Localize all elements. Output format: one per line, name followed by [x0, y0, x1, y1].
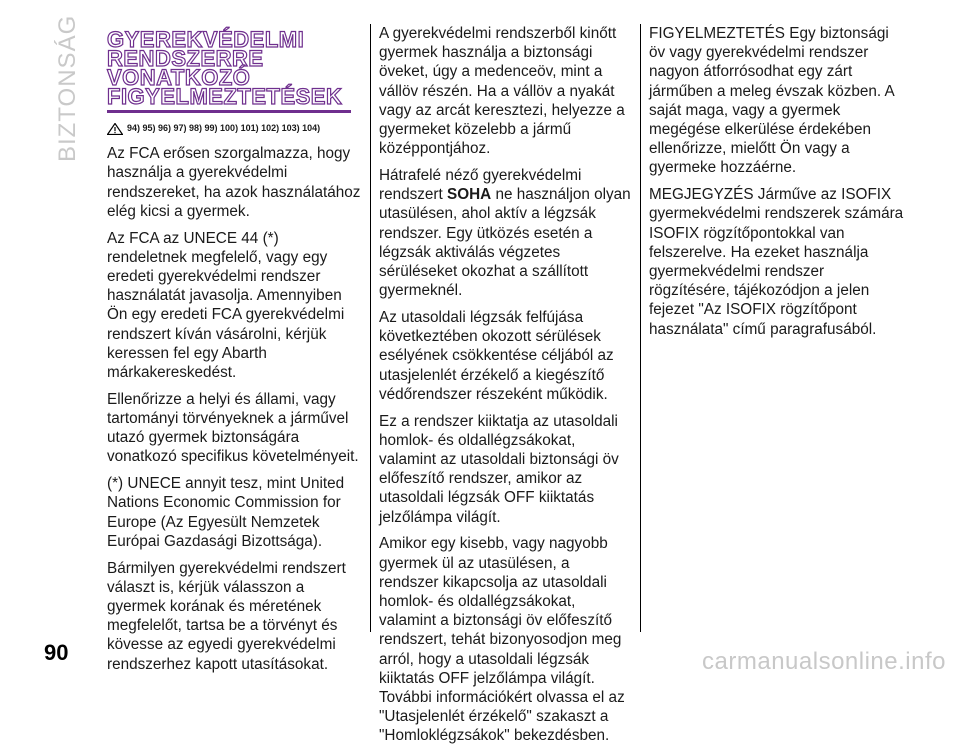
section-side-tab [50, 14, 81, 162]
heading-line-3: VONATKOZÓ [107, 65, 251, 90]
col2-p2-pre: Hátrafelé néző gyerekvédelmi rendszert [379, 167, 582, 204]
column-divider-2 [640, 24, 641, 632]
col1-paragraph-5: Bármilyen gyerekvédelmi rendszert választ is, kérjük válasszon a gyermek korának és méretének megfelelőt, tartsa be a törvényt és kövesse az egyedi gyerekvédelmi rendszerhez kapott utasításokat. [107, 559, 346, 673]
column-divider-1 [370, 24, 371, 632]
col1-paragraph-4: (*) UNECE annyit tesz, mint United Nations Economic Commission for Europe (Az Egyesült Nemzetek Európai Gazdasági Bizottsága). [107, 475, 345, 550]
col1-paragraph-1: Az FCA erősen szorgalmazza, hogy használja a gyerekvédelmi rendszereket, ha azok használatához elég kicsi a gyermek. [107, 145, 361, 220]
page-number: 90 [44, 640, 69, 665]
heading-text [107, 27, 362, 109]
watermark: carmanualsonline.info [702, 648, 946, 675]
col2-paragraph-3: Az utasoldali légzsák felfújása következtében okozott sérülések esélyének csökkentése céljából az utasjelenlét érzékelő a kiegészítő védőrendszer részeként működik. [379, 309, 614, 403]
warning-refs-text: 94) 95) 96) 97) 98) 99) 100) 101) 102) 103) 104) [127, 123, 321, 133]
warning-triangle-icon [107, 123, 123, 135]
col2-paragraph-5: Amikor egy kisebb, vagy nagyobb gyermek ül az utasülésen, a rendszer kikapcsolja az utasoldali homlok- és oldallégzsákokat, valamint a biztonsági öv előfeszítő rendszert, tehát bizonyosodjon meg arról, hogy a utasoldali légzsák kiiktatás OFF jelzőlámpa világít. További információkért olvassa el az "Utasjelenlét érzékelő" szakaszt a "Homloklégzsákok" bekezdésben. [379, 535, 625, 745]
col3-paragraph-1: FIGYELMEZTETÉS Egy biztonsági öv vagy gyerekvédelmi rendszer nagyon átforrósodhat egy zárt járműben a meleg évszak közben. A saját maga, vagy a gyermek megégése elkerülése érdekében ellenőrizze, mielőtt Ön vagy a gyermeke hozzáérne. [649, 25, 894, 177]
heading-line-4: FIGYELMEZTETÉSEK [107, 84, 343, 109]
col3-paragraph-2: MEGJEGYZÉS Járműve az ISOFIX gyermekvédelmi rendszerek számára ISOFIX rögzítőpontokkal van felszerelve. Ha ezeket használja gyermekvédelmi rendszer rögzítésére, tájékozódjon a jelen fejezet "Az ISOFIX rögzítőpont használata" című paragrafusából. [649, 186, 904, 338]
column-2 [379, 24, 633, 753]
heading-line-2: RENDSZERRE [107, 46, 264, 71]
warning-references [107, 119, 362, 138]
col1-paragraph-2: Az FCA az UNECE 44 (*) rendeletnek megfelelő, vagy egy eredeti gyerekvédelmi rendszer használatát javasolja. Amennyiben Ön egy eredeti FCA gyerekvédelmi rendszert kíván vásárolni, kérjük keressen fel egy Abarth márkakereskedést. [107, 229, 345, 382]
col2-p2-bold: SOHA [447, 186, 492, 204]
section-heading [107, 27, 362, 113]
col2-paragraph-2 [379, 166, 633, 300]
column-1 [107, 24, 362, 681]
col2-paragraph-1: A gyerekvédelmi rendszerből kinőtt gyermek használja a biztonsági öveket, úgy a medenceöv, mint a vállöv részén. Ha a vállöv a nyakát vagy az arcát keresztezi, helyezze a gyermeket közelebb a jármű középpontjához. [379, 25, 625, 158]
heading-line-1: GYEREKVÉDELMI [107, 27, 305, 52]
side-tab-label: BIZTONSÁG [54, 14, 81, 162]
col2-paragraph-4: Ez a rendszer kiiktatja az utasoldali homlok- és oldallégzsákokat, valamint az utasoldali biztonsági öv előfeszítő rendszer, amikor az utasoldali légzsák OFF kiiktatás jelzőlámpa világít. [379, 412, 619, 526]
col1-paragraph-3: Ellenőrizze a helyi és állami, vagy tartományi törvényeknek a járművel utazó gyermek biztonságára vonatkozó specifikus követelményeit. [107, 390, 359, 466]
column-3 [649, 24, 904, 346]
heading-underline [107, 110, 351, 113]
col2-p2-post: ne használjon olyan utasülésen, ahol aktív a légzsák rendszer. Egy ütközés esetén a légzsák aktiválás végzetes sérüléseket okozhat a szállított gyermeknél. [379, 186, 631, 300]
